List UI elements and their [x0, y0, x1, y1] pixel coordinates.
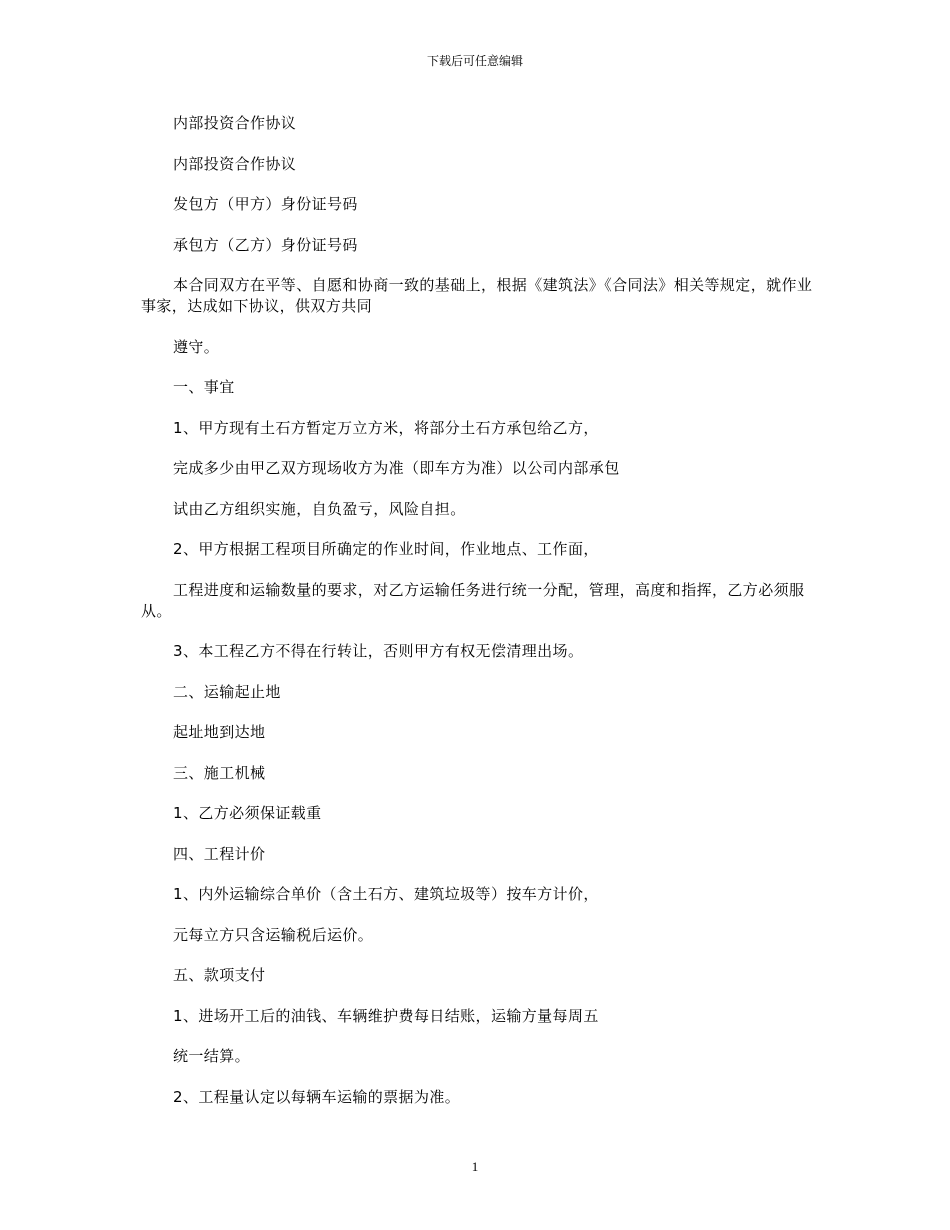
preamble-continuation: 遵守。 [173, 337, 220, 356]
clause-paragraph: 起址地到达地 [173, 723, 266, 741]
clause-paragraph: 试由乙方组织实施，自负盈亏，风险自担。 [173, 499, 466, 518]
party-b-line: 承包方（乙方）身份证号码 [173, 235, 358, 254]
clause-paragraph: 统一结算。 [173, 1047, 251, 1065]
clause-paragraph: 2、工程量认定以每辆车运输的票据为准。 [173, 1087, 461, 1106]
document-subtitle: 内部投资合作协议 [173, 154, 297, 173]
clause-paragraph: 1、内外运输综合单价（含土石方、建筑垃圾等）按车方计价， [173, 885, 599, 903]
section-heading-1: 一、事宜 [173, 378, 235, 396]
section-heading-4: 四、工程计价 [173, 844, 266, 863]
clause-paragraph: 元每立方只含运输税后运价。 [173, 925, 374, 944]
section-heading-5: 五、款项支付 [173, 966, 266, 984]
clause-paragraph: 完成多少由甲乙双方现场收方为准（即车方为准）以公司内部承包 [173, 459, 620, 477]
clause-paragraph: 工程进度和运输数量的要求，对乙方运输任务进行统一分配，管理，高度和指挥，乙方必须服从。 [141, 580, 805, 620]
clause-paragraph: 1、进场开工后的油钱、车辆维护费每日结账，运输方量每周五 [173, 1006, 599, 1025]
clause-paragraph: 3、本工程乙方不得在行转让，否则甲方有权无偿清理出场。 [173, 642, 584, 660]
document-title: 内部投资合作协议 [173, 114, 297, 132]
page-number: 1 [471, 1159, 479, 1174]
section-heading-3: 三、施工机械 [173, 763, 266, 782]
page-header: 下载后可任意编辑 [426, 54, 523, 68]
clause-paragraph: 2、甲方根据工程项目所确定的作业时间，作业地点、工作面， [173, 540, 599, 558]
clause-paragraph: 1、甲方现有土石方暂定万立方米，将部分土石方承包给乙方， [173, 418, 599, 437]
document-body [141, 113, 813, 1127]
party-a-line: 发包方（甲方）身份证号码 [173, 195, 358, 213]
clause-paragraph: 1、乙方必须保证载重 [173, 804, 322, 822]
preamble-paragraph: 本合同双方在平等、自愿和协商一致的基础上，根据《建筑法》《合同法》相关等规定，就作业事家，达成如下协议，供双方共同 [141, 276, 813, 315]
section-heading-2: 二、运输起止地 [173, 682, 281, 701]
